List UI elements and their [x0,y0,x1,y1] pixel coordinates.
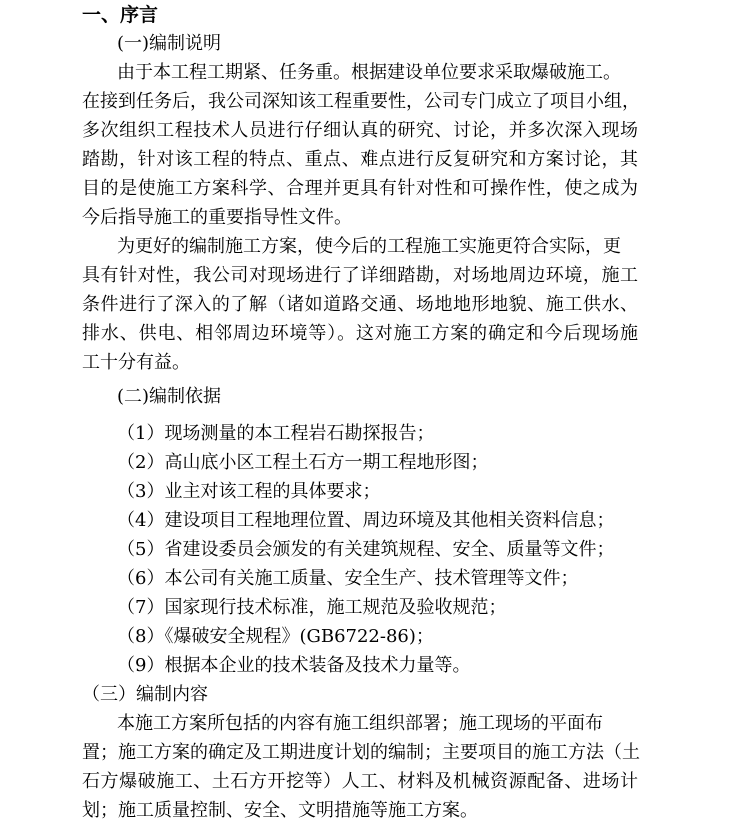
list-item: （7）国家现行技术标准，施工规范及验收规范； [117,597,507,618]
list-item: （8）《爆破安全规程》(GB6722-86)； [117,626,434,647]
paragraph-line: 划；施工质量控制、安全、文明措施等施工方案。 [82,800,478,821]
paragraph-line: 踏勘，针对该工程的特点、重点、难点进行反复研究和方案讨论，其 [82,149,638,170]
subsection-title-1: (一)编制说明 [117,33,222,54]
list-item: （5）省建设委员会颁发的有关建筑规程、安全、质量等文件； [117,539,615,560]
list-item: （1）现场测量的本工程岩石勘探报告； [117,423,435,444]
subsection-title-2: (二)编制依据 [117,386,222,407]
paragraph-line: 石方爆破施工、土石方开挖等）人工、材料及机械资源配备、进场计 [82,771,638,792]
paragraph-line: 条件进行了深入的了解（诸如道路交通、场地地形地貌、施工供水、 [82,294,638,315]
list-item: （3）业主对该工程的具体要求； [117,481,381,502]
paragraph-line: 今后指导施工的重要指导性文件。 [82,207,352,228]
paragraph-line: 排水、供电、相邻周边环境等）。这对施工方案的确定和今后现场施 [82,323,638,344]
paragraph-line: 多次组织工程技术人员进行仔细认真的研究、讨论，并多次深入现场 [82,120,638,141]
paragraph-line: 目的是使施工方案科学、合理并更具有针对性和可操作性，使之成为 [82,178,638,199]
paragraph-line: 在接到任务后，我公司深知该工程重要性，公司专门成立了项目小组， [82,91,640,112]
paragraph-line: 本施工方案所包括的内容有施工组织部署；施工现场的平面布 [117,713,603,734]
section-heading: 一、序言 [82,4,159,26]
list-item: （9）根据本企业的技术装备及技术力量等。 [117,655,471,676]
paragraph-line: 由于本工程工期紧、任务重。根据建设单位要求采取爆破施工。 [117,62,621,83]
paragraph-line: 为更好的编制施工方案，使今后的工程施工实施更符合实际，更 [117,236,621,257]
subsection-title-3: （三）编制内容 [82,684,208,705]
list-item: （4）建设项目工程地理位置、周边环境及其他相关资料信息； [117,510,615,531]
list-item: （6）本公司有关施工质量、安全生产、技术管理等文件； [117,568,579,589]
list-item: （2）高山底小区工程土石方一期工程地形图； [117,452,489,473]
paragraph-line: 置；施工方案的确定及工期进度计划的编制；主要项目的施工方法（土 [82,742,640,763]
paragraph-line: 具有针对性，我公司对现场进行了详细踏勘，对场地周边环境，施工 [82,265,638,286]
paragraph-line: 工十分有益。 [82,352,190,373]
